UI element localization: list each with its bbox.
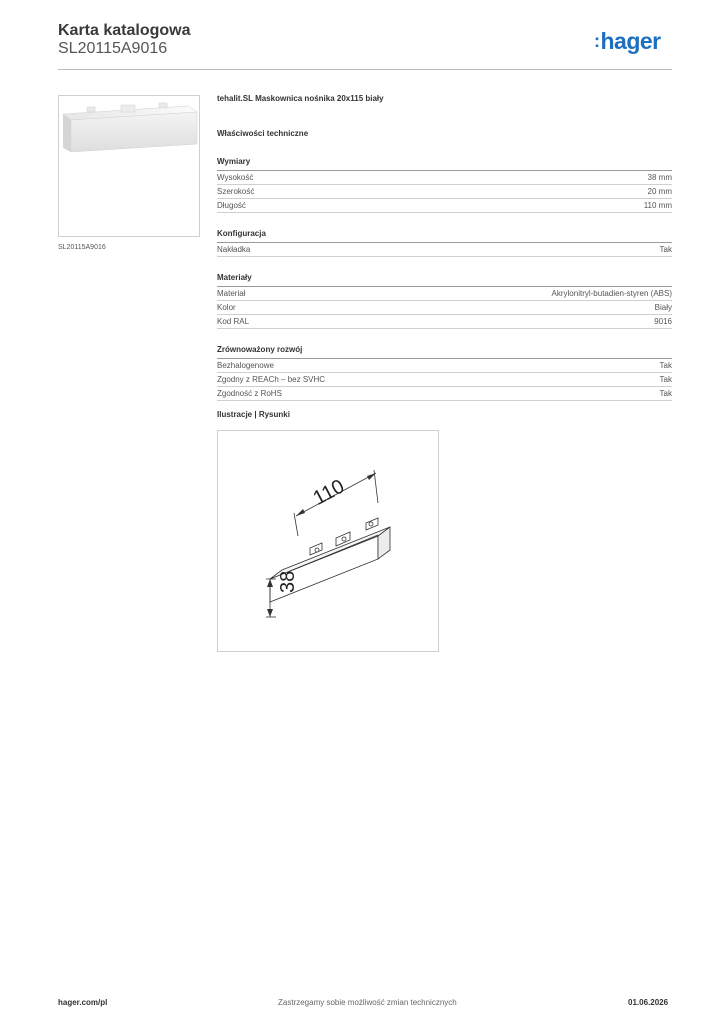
spec-row-material bbox=[217, 287, 672, 301]
spec-label: Zgodny z REACh – bez SVHC bbox=[217, 375, 326, 384]
spec-label: Zgodność z RoHS bbox=[217, 389, 282, 398]
spec-label: Bezhalogenowe bbox=[217, 361, 274, 370]
footer-disclaimer: Zastrzegamy sobie możliwość zmian technicznych bbox=[278, 998, 457, 1007]
product-name: tehalit.SL Maskownica nośnika 20x115 biały bbox=[217, 94, 384, 103]
section-configuration bbox=[217, 229, 672, 257]
spec-value: 9016 bbox=[654, 317, 672, 326]
product-code: SL20115A9016 bbox=[58, 40, 168, 57]
section-title: Zrównoważony rozwój bbox=[217, 345, 672, 359]
length-dimension-label: 110 bbox=[309, 475, 349, 510]
spec-value: Tak bbox=[659, 389, 672, 398]
section-dimensions bbox=[217, 157, 672, 213]
spec-label: Długość bbox=[217, 201, 246, 210]
spec-label: Szerokość bbox=[217, 187, 255, 196]
section-materials bbox=[217, 273, 672, 329]
illustrations-heading: Ilustracje | Rysunki bbox=[217, 410, 290, 419]
spec-value: Biały bbox=[654, 303, 672, 312]
dimension-drawing bbox=[218, 431, 438, 651]
spec-row-reach bbox=[217, 373, 672, 387]
header-divider bbox=[58, 69, 672, 70]
spec-value: 38 mm bbox=[647, 173, 672, 182]
product-image bbox=[59, 96, 199, 236]
technical-drawing bbox=[217, 430, 439, 652]
logo-text: hager bbox=[600, 28, 661, 54]
product-photo bbox=[58, 95, 200, 237]
section-title: Materiały bbox=[217, 273, 672, 287]
spec-label: Nakładka bbox=[217, 245, 251, 254]
document-title: Karta katalogowa bbox=[58, 22, 191, 39]
spec-value: 110 mm bbox=[643, 201, 672, 210]
spec-value: Tak bbox=[659, 375, 672, 384]
section-title: Konfiguracja bbox=[217, 229, 672, 243]
product-details bbox=[217, 94, 672, 401]
technical-properties-heading: Właściwości techniczne bbox=[217, 129, 309, 138]
photo-caption: SL20115A9016 bbox=[58, 244, 106, 251]
spec-value: Tak bbox=[659, 245, 672, 254]
spec-label: Materiał bbox=[217, 289, 246, 298]
spec-row-halogen-free bbox=[217, 359, 672, 373]
logo-colon-mark: : bbox=[594, 31, 600, 51]
height-dimension-label: 38 bbox=[277, 570, 299, 593]
spec-label: Kolor bbox=[217, 303, 236, 312]
spec-row-height bbox=[217, 171, 672, 185]
spec-value: Akrylonitryl-butadien-styren (ABS) bbox=[551, 289, 672, 298]
section-sustainability bbox=[217, 345, 672, 401]
spec-row-ral bbox=[217, 315, 672, 329]
spec-label: Wysokość bbox=[217, 173, 254, 182]
spec-row-color bbox=[217, 301, 672, 315]
spec-row-width bbox=[217, 185, 672, 199]
spec-row-cover bbox=[217, 243, 672, 257]
footer-website-link[interactable]: hager.com/pl bbox=[58, 998, 108, 1007]
spec-value: 20 mm bbox=[647, 187, 672, 196]
spec-label: Kod RAL bbox=[217, 317, 250, 326]
hager-logo bbox=[594, 28, 661, 55]
spec-row-rohs bbox=[217, 387, 672, 401]
section-title: Wymiary bbox=[217, 157, 672, 171]
footer-date: 01.06.2026 bbox=[628, 998, 669, 1007]
spec-row-length bbox=[217, 199, 672, 213]
spec-value: Tak bbox=[659, 361, 672, 370]
